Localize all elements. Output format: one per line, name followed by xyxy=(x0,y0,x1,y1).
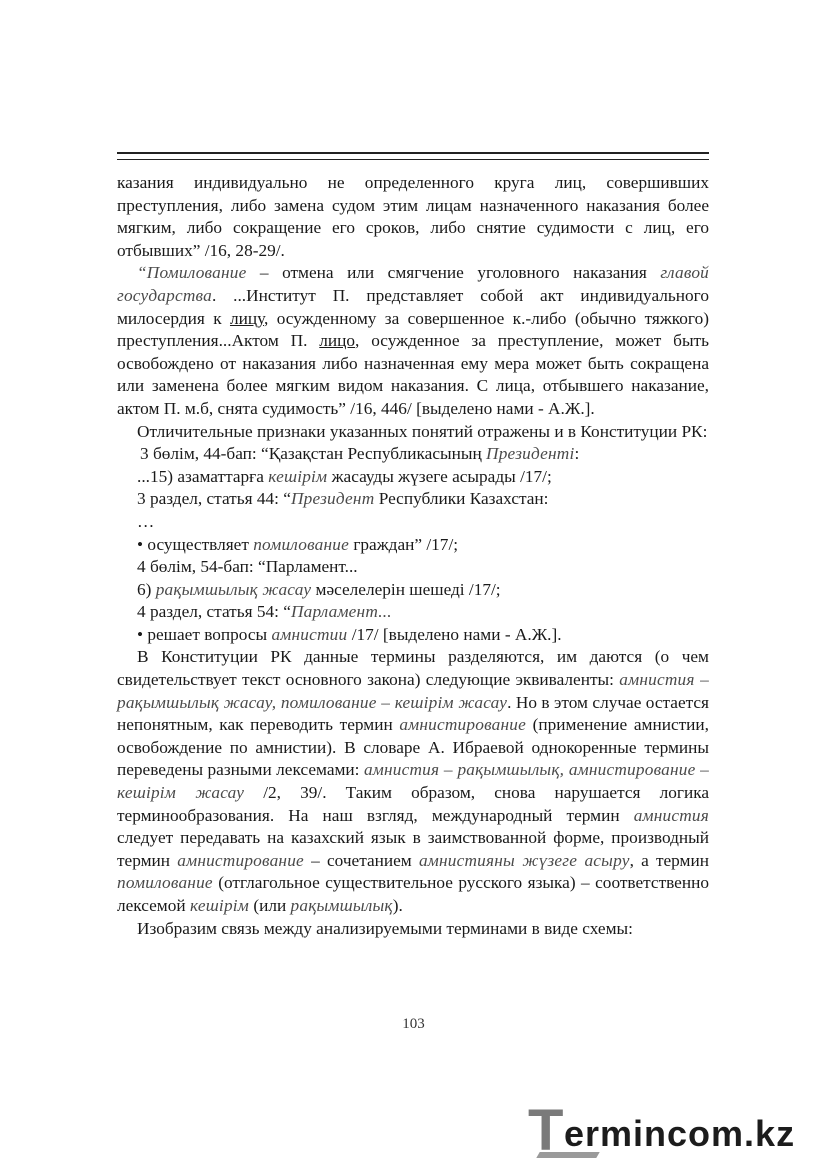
page-number: 103 xyxy=(402,1016,425,1032)
quote-line-3 xyxy=(117,488,709,511)
text-span: В Конституции РК данные термины разделяются, им даются (о чем свидетельствует текст основного закона) следующие эквиваленты: xyxy=(117,647,709,690)
quote-line-2 xyxy=(117,466,709,489)
text-span: , осужденному за совершенное к.-либо (обычно тяжкого) преступления...Актом П. xyxy=(117,308,709,351)
term-italic: рақымшылық жасау xyxy=(155,579,312,599)
term-italic: помилование xyxy=(117,873,213,893)
paragraph-3: Отличительные признаки указанных понятий отражены и в Конституции РК: xyxy=(137,421,708,441)
text-span: . Но в этом случае остается непонятным, как переводить термин xyxy=(117,692,710,735)
text-span: , а термин xyxy=(629,850,709,870)
text-span: /2, 39/. Таким образом, снова нарушается логика терминообразования. На наш взгляд, международный термин xyxy=(117,783,709,825)
term-italic: “Помилование xyxy=(137,263,247,283)
term-italic: кешірім xyxy=(268,466,328,486)
text-span: следует передавать на казахский язык в заимствованной форме, производный термин xyxy=(117,828,709,870)
header-rule-thin xyxy=(117,159,709,160)
term-italic: кешірім xyxy=(189,896,250,915)
quote-line-1 xyxy=(117,443,709,466)
text-span: • осуществляет xyxy=(137,534,254,554)
term-italic: помилование xyxy=(253,534,349,554)
text-span: : xyxy=(574,444,580,464)
term-italic: амнистирование xyxy=(177,850,304,870)
term-italic: амнистия xyxy=(633,805,709,825)
quote-line-7 xyxy=(117,579,709,602)
term-italic: амнистияны жүзеге асыру xyxy=(418,850,630,870)
quote-line-5 xyxy=(117,534,709,557)
text-span: граждан” /17/; xyxy=(349,534,459,554)
text-span: 4 раздел, статья 54: “ xyxy=(137,602,291,622)
page-body xyxy=(117,172,709,940)
quote-line-9 xyxy=(117,624,709,647)
term-italic: Парламент... xyxy=(290,602,392,622)
logo-wordmark: ermincom.kz xyxy=(564,1113,796,1154)
underlined-word: лицу xyxy=(229,308,264,328)
term-italic: амнистия – рақымшылық жасау, помилование – кешірім жасау xyxy=(117,670,709,712)
text-span: (применение амнистии, освобождение по амнистии). В словаре А. Ибраевой однокоренные термины переведены разными лексемами: xyxy=(117,715,709,780)
term-italic: главой государства xyxy=(117,263,709,305)
text-span: – сочетанием xyxy=(303,850,419,870)
text-span: ). xyxy=(392,896,403,915)
text-span: 3 бөлім, 44-бап: “Қазақстан Республикасының xyxy=(140,444,487,464)
quote-line-6: 4 бөлім, 54-бап: “Парламент... xyxy=(137,557,358,577)
text-span: /17/ [выделено нами - А.Ж.]. xyxy=(347,624,562,644)
text-span: мәселелерін шешеді /17/; xyxy=(311,579,501,599)
underlined-word: лицо xyxy=(319,331,356,351)
text-span: – отмена или смягчение уголовного наказания xyxy=(246,263,661,283)
paragraph-4 xyxy=(117,646,709,917)
term-italic: амнистии xyxy=(271,624,348,644)
paragraph-2 xyxy=(117,262,709,420)
term-italic: амнистирование xyxy=(399,715,526,735)
termincom-logo xyxy=(528,1098,813,1163)
term-italic: амнистия – рақымшылық, амнистирование – кешірім жасау xyxy=(117,760,709,803)
text-span: ...15) азаматтарға xyxy=(137,466,269,486)
text-span: (отглагольное существительное русского языка) – соответственно лексемой xyxy=(117,873,709,915)
quote-line-4: … xyxy=(137,511,155,531)
quote-line-8 xyxy=(117,601,709,624)
text-span: , осужденное за преступление, может быть освобождено от наказания либо назначенная ему мера может быть сокращена или заменена более мягким видом наказания. С лица, отбывшего наказание, актом П. м.б, снята судимость” /16, 446/ [выделено нами - А.Ж.]. xyxy=(117,331,709,418)
text-span: . ...Институт П. представляет собой акт индивидуального милосердия к xyxy=(117,285,709,328)
paragraph-5: Изобразим связь между анализируемыми терминами в виде схемы: xyxy=(137,918,633,938)
text-span: Республики Казахстан: xyxy=(374,489,549,509)
paragraph-1: казания индивидуально не определенного круга лиц, совершивших преступления, либо замена судом этим лицам назначенного наказания более мягким, либо сокращение его сроков, либо снятие судимости с лиц, его отбывших” /16, 28-29/. xyxy=(117,173,709,260)
term-italic: рақымшылық xyxy=(290,896,393,915)
header-rule-thick xyxy=(117,152,709,154)
term-italic: Президенті xyxy=(486,444,575,464)
text-span: 3 раздел, статья 44: “ xyxy=(137,489,291,509)
text-span: (или xyxy=(249,896,291,915)
text-span: 6) xyxy=(137,579,156,599)
logo-t-letter: T xyxy=(528,1098,564,1163)
text-span: • решает вопросы xyxy=(137,624,272,644)
text-span: жасауды жүзеге асырады /17/; xyxy=(327,466,552,486)
term-italic: Президент xyxy=(290,489,375,509)
